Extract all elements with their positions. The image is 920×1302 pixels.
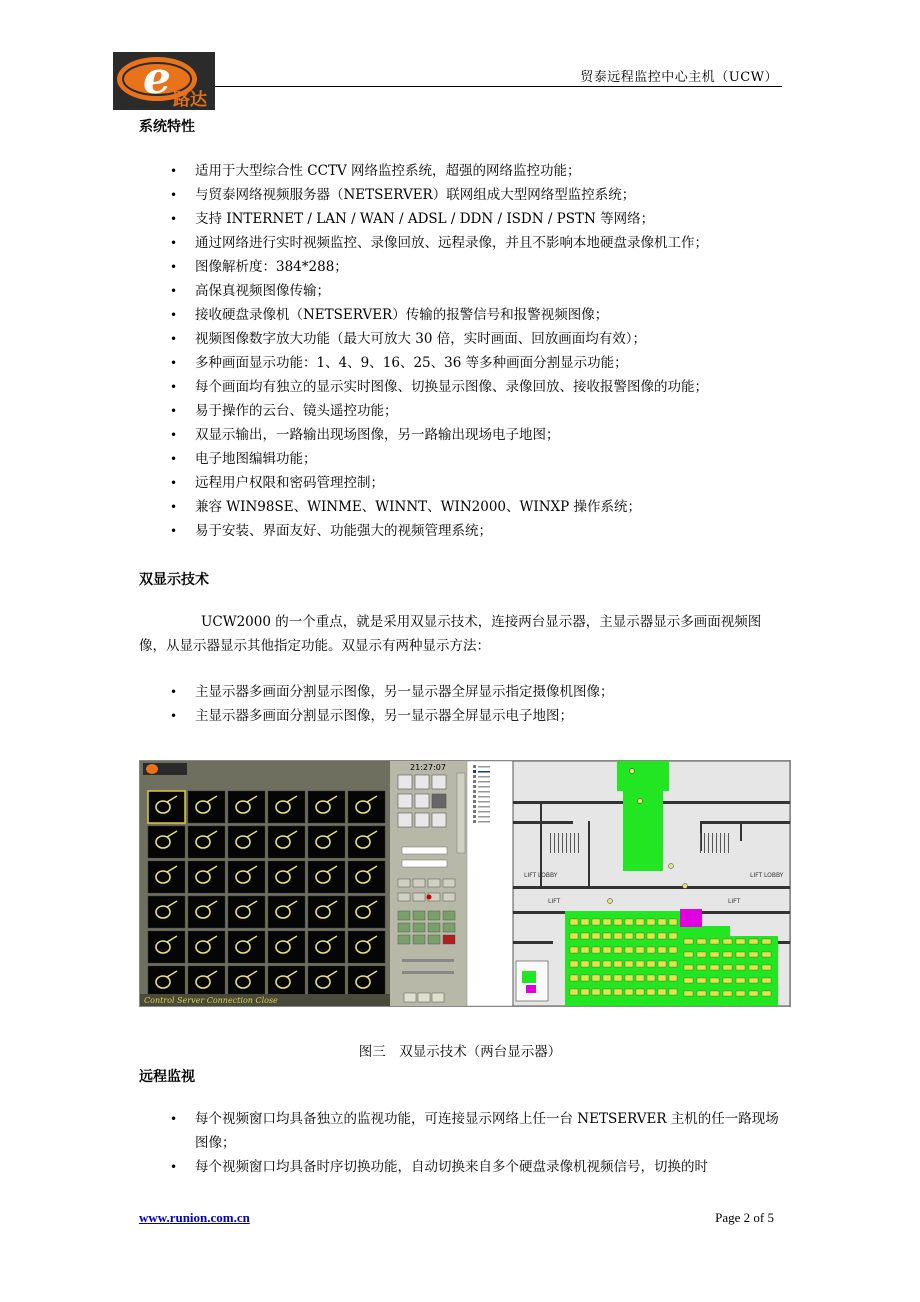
video-tile <box>228 966 265 998</box>
map-desk <box>697 939 706 944</box>
tree-node-label <box>478 791 490 793</box>
panel-scrollbar[interactable] <box>457 773 465 853</box>
ptz-button <box>443 911 455 920</box>
map-desk <box>684 965 693 970</box>
record-icon <box>427 895 432 900</box>
control-button <box>443 893 455 901</box>
map-desk <box>603 975 611 981</box>
map-desk <box>669 989 677 995</box>
map-desk <box>625 933 633 939</box>
video-tile <box>188 931 225 963</box>
volume-slider <box>402 959 454 962</box>
zoom-slider <box>402 971 454 974</box>
ptz-button <box>428 935 440 944</box>
map-desk <box>697 978 706 983</box>
video-tile <box>268 861 305 893</box>
control-button <box>398 893 410 901</box>
tree-node-icon <box>473 785 476 788</box>
control-button <box>428 879 440 887</box>
ptz-button <box>428 911 440 920</box>
layout-button <box>398 794 412 808</box>
map-desk <box>647 933 655 939</box>
tree-node-label <box>478 786 490 788</box>
tree-node-icon <box>473 795 476 798</box>
map-desk <box>625 947 633 953</box>
list-item: • 每个视频窗口均具备时序切换功能，自动切换来自多个硬盘录像机视频信号，切换的时 <box>139 1155 784 1179</box>
map-desk <box>570 947 578 953</box>
map-desk <box>581 919 589 925</box>
toolbar-button <box>432 993 444 1002</box>
map-stairs <box>704 833 705 853</box>
list-item: • 主显示器多画面分割显示图像，另一显示器全屏显示指定摄像机图像； <box>139 680 784 704</box>
video-tile <box>188 861 225 893</box>
heading-dual-display: 双显示技术 <box>139 572 209 588</box>
map-desk <box>592 961 600 967</box>
map-desk <box>570 933 578 939</box>
list-item: • 每个视频窗口均具备独立的监视功能，可连接显示网络上任一台 NETSERVER 主机的任一路现场图像； <box>139 1107 784 1155</box>
map-camera-icon <box>630 769 635 774</box>
list-item: • 多种画面显示功能：1、4、9、16、25、36 等多种画面分割显示功能； <box>139 351 784 375</box>
map-desk <box>669 919 677 925</box>
video-tile <box>228 826 265 858</box>
map-zone <box>623 791 663 871</box>
layout-button <box>432 813 446 827</box>
map-stairs <box>724 833 725 853</box>
map-desk <box>581 975 589 981</box>
map-desk <box>636 947 644 953</box>
page-number: Page 2 of 5 <box>715 1210 774 1225</box>
tree-node-label <box>478 806 490 808</box>
map-desk <box>736 978 745 983</box>
list-item: • 适用于大型综合性 CCTV 网络监控系统，超强的网络监控功能； <box>139 159 784 183</box>
map-desk <box>614 947 622 953</box>
video-tile <box>308 966 345 998</box>
map-desk <box>723 991 732 996</box>
map-desk <box>658 933 666 939</box>
company-logo <box>113 52 215 110</box>
tree-node-label <box>478 771 490 773</box>
ptz-button <box>398 935 410 944</box>
map-desk <box>647 947 655 953</box>
list-item: • 主显示器多画面分割显示图像，另一显示器全屏显示电子地图； <box>139 704 784 728</box>
map-desk <box>636 989 644 995</box>
map-desk <box>749 939 758 944</box>
remote-monitoring-list <box>139 1107 784 1179</box>
layout-button <box>432 794 446 808</box>
map-desk <box>625 975 633 981</box>
map-desk <box>614 919 622 925</box>
video-tile <box>348 861 385 893</box>
map-stairs <box>574 833 575 853</box>
map-desk <box>570 919 578 925</box>
ptz-button <box>443 935 455 944</box>
map-desk <box>603 947 611 953</box>
map-desk <box>723 965 732 970</box>
map-stairs <box>550 833 551 853</box>
map-desk <box>710 978 719 983</box>
map-desk <box>736 939 745 944</box>
alarm-zone <box>680 909 702 927</box>
map-desk <box>736 991 745 996</box>
map-desk <box>614 961 622 967</box>
map-camera-icon <box>638 799 643 804</box>
map-desk <box>736 965 745 970</box>
map-desk <box>603 989 611 995</box>
ptz-button <box>413 911 425 920</box>
map-stairs <box>700 833 701 853</box>
map-desk <box>570 989 578 995</box>
features-list <box>139 159 784 543</box>
map-desk <box>647 989 655 995</box>
map-zone <box>617 761 669 791</box>
video-tile <box>308 791 345 823</box>
map-wall <box>700 821 790 824</box>
map-wall <box>513 821 573 824</box>
minimap-zone <box>526 985 536 993</box>
layout-button <box>415 813 429 827</box>
map-desk <box>581 947 589 953</box>
map-desk <box>592 933 600 939</box>
video-tile <box>268 791 305 823</box>
map-desk <box>710 939 719 944</box>
video-tile <box>268 896 305 928</box>
map-desk <box>647 961 655 967</box>
map-stairs <box>554 833 555 853</box>
clock-readout: 21:27:07 <box>410 763 446 772</box>
video-tile <box>188 826 225 858</box>
tree-node-label <box>478 766 490 768</box>
video-tile <box>348 896 385 928</box>
list-item: • 远程用户权限和密码管理控制； <box>139 471 784 495</box>
ptz-button <box>413 935 425 944</box>
website-link[interactable]: www.runion.com.cn <box>139 1210 250 1225</box>
map-desk <box>749 991 758 996</box>
layout-button <box>415 794 429 808</box>
tree-node-icon <box>473 775 476 778</box>
video-tile <box>348 931 385 963</box>
video-tile <box>348 966 385 998</box>
map-wall <box>513 886 790 889</box>
ptz-button <box>428 923 440 932</box>
tree-node-icon <box>473 765 476 768</box>
video-tile <box>228 791 265 823</box>
video-tile <box>308 931 345 963</box>
tree-node-label <box>478 821 490 823</box>
map-stairs <box>558 833 559 853</box>
tree-node-icon <box>473 790 476 793</box>
toolbar-button <box>418 993 430 1002</box>
map-desk <box>762 991 771 996</box>
camera-select <box>402 847 447 854</box>
video-tile <box>308 861 345 893</box>
map-desk <box>581 933 589 939</box>
list-item: • 高保真视频图像传输； <box>139 279 784 303</box>
map-desk <box>636 919 644 925</box>
map-stairs <box>708 833 709 853</box>
map-desk <box>592 919 600 925</box>
map-desk <box>625 989 633 995</box>
map-wall <box>588 821 590 886</box>
map-desk <box>723 939 732 944</box>
list-item: • 通过网络进行实时视频监控、录像回放、远程录像，并且不影响本地硬盘录像机工作； <box>139 231 784 255</box>
map-desk <box>669 961 677 967</box>
software-logo-mark-icon <box>146 764 158 774</box>
video-tile <box>308 826 345 858</box>
map-desk <box>697 952 706 957</box>
map-desk <box>592 947 600 953</box>
ptz-button <box>398 923 410 932</box>
video-tile <box>148 861 185 893</box>
control-button <box>413 879 425 887</box>
map-desk <box>669 975 677 981</box>
map-desk <box>669 947 677 953</box>
toolbar-button <box>404 993 416 1002</box>
map-stairs <box>728 833 729 853</box>
map-desk <box>592 975 600 981</box>
map-desk <box>658 989 666 995</box>
map-desk <box>603 933 611 939</box>
map-stairs <box>570 833 571 853</box>
map-camera-icon <box>669 864 674 869</box>
video-tile <box>148 931 185 963</box>
video-tile <box>268 966 305 998</box>
list-item: • 图像解析度：384*288； <box>139 255 784 279</box>
channel-select <box>402 860 447 867</box>
list-item: • 接收硬盘录像机（NETSERVER）传输的报警信号和报警视频图像； <box>139 303 784 327</box>
map-wall <box>740 821 742 841</box>
map-label: LIFT <box>548 898 561 905</box>
list-item: • 双显示输出，一路输出现场图像，另一路输出现场电子地图； <box>139 423 784 447</box>
map-desk <box>647 919 655 925</box>
map-wall <box>513 801 633 804</box>
layout-button <box>432 775 446 789</box>
map-desk <box>697 991 706 996</box>
map-desk <box>762 952 771 957</box>
list-item: • 兼容 WIN98SE、WINME、WINNT、WIN2000、WINXP 操作系统； <box>139 495 784 519</box>
list-item: • 易于操作的云台、镜头遥控功能； <box>139 399 784 423</box>
map-stairs <box>712 833 713 853</box>
list-item: • 电子地图编辑功能； <box>139 447 784 471</box>
list-item: • 易于安装、界面友好、功能强大的视频管理系统； <box>139 519 784 543</box>
minimap-zone <box>522 971 536 983</box>
figure-caption: 图三 双显示技术（两台显示器） <box>358 1044 562 1060</box>
map-desk <box>625 919 633 925</box>
map-desk <box>710 965 719 970</box>
tree-node-icon <box>473 800 476 803</box>
heading-features: 系统特性 <box>139 119 195 135</box>
ptz-button <box>443 923 455 932</box>
map-desk <box>658 919 666 925</box>
map-desk <box>614 989 622 995</box>
map-desk <box>684 978 693 983</box>
map-desk <box>658 975 666 981</box>
map-desk <box>684 952 693 957</box>
dual-display-list <box>139 680 784 728</box>
tree-node-label <box>478 811 490 813</box>
map-desk <box>749 978 758 983</box>
video-tile <box>148 791 185 823</box>
map-desk <box>762 978 771 983</box>
dual-display-figure <box>139 760 791 1007</box>
video-tile <box>268 826 305 858</box>
layout-button <box>398 813 412 827</box>
tree-node-icon <box>473 770 476 773</box>
map-wall <box>660 801 790 804</box>
video-tile <box>228 931 265 963</box>
video-tile <box>308 896 345 928</box>
map-desk <box>697 965 706 970</box>
tree-node-label <box>478 801 490 803</box>
map-desk <box>592 989 600 995</box>
video-tile <box>268 931 305 963</box>
layout-button <box>415 775 429 789</box>
map-desk <box>749 965 758 970</box>
map-stairs <box>720 833 721 853</box>
logo-text: 路达 <box>173 90 207 110</box>
video-tile <box>148 966 185 998</box>
map-desk <box>614 933 622 939</box>
map-desk <box>762 939 771 944</box>
map-camera-icon <box>608 899 613 904</box>
map-stairs <box>716 833 717 853</box>
dual-display-screenshot <box>140 761 790 1006</box>
dual-display-paragraph: UCW2000 的一个重点，就是采用双显示技术，连接两台显示器，主显示器显示多画面视频图像，从显示器显示其他指定功能。双显示有两种显示方法： <box>139 614 762 654</box>
video-tile <box>148 896 185 928</box>
control-button <box>413 893 425 901</box>
tree-node-label <box>478 816 490 818</box>
map-stairs <box>578 833 579 853</box>
video-tile <box>188 896 225 928</box>
layout-button <box>398 775 412 789</box>
list-item: • 支持 INTERNET / LAN / WAN / ADSL / DDN / ISDN / PSTN 等网络； <box>139 207 784 231</box>
map-desk <box>723 952 732 957</box>
map-stairs <box>562 833 563 853</box>
map-desk <box>710 991 719 996</box>
map-desk <box>762 965 771 970</box>
map-label: LIFT LOBBY <box>750 872 784 879</box>
map-desk <box>749 952 758 957</box>
control-button <box>398 879 410 887</box>
video-tile <box>188 966 225 998</box>
map-desk <box>723 978 732 983</box>
map-desk <box>636 933 644 939</box>
map-camera-icon <box>683 884 688 889</box>
map-desk <box>603 961 611 967</box>
tree-node-label <box>478 781 490 783</box>
map-label: LIFT <box>728 898 741 905</box>
video-tile <box>348 826 385 858</box>
map-desk <box>570 961 578 967</box>
map-desk <box>647 975 655 981</box>
status-text: Control Server Connection Close <box>144 996 278 1005</box>
ptz-button <box>413 923 425 932</box>
video-tile <box>228 861 265 893</box>
tree-node-icon <box>473 810 476 813</box>
map-desk <box>684 939 693 944</box>
map-desk <box>636 961 644 967</box>
map-desk <box>636 975 644 981</box>
map-desk <box>614 975 622 981</box>
map-desk <box>736 952 745 957</box>
tree-node-icon <box>473 805 476 808</box>
tree-node-icon <box>473 820 476 823</box>
map-desk <box>581 989 589 995</box>
map-desk <box>710 952 719 957</box>
header-title: 贸泰远程监控中心主机（UCW） <box>580 70 778 85</box>
tree-node-icon <box>473 815 476 818</box>
heading-remote-monitoring: 远程监视 <box>139 1069 195 1085</box>
map-label: LIFT LOBBY <box>524 872 558 879</box>
tree-node-label <box>478 796 490 798</box>
tree-node-icon <box>473 780 476 783</box>
map-desk <box>658 947 666 953</box>
map-desk <box>684 991 693 996</box>
map-desk <box>669 933 677 939</box>
map-wall <box>513 941 553 944</box>
map-desk <box>570 975 578 981</box>
list-item: • 与贸泰网络视频服务器（NETSERVER）联网组成大型网络型监控系统； <box>139 183 784 207</box>
video-tile <box>188 791 225 823</box>
header-rule <box>215 86 782 87</box>
map-stairs <box>566 833 567 853</box>
tree-node-label <box>478 776 490 778</box>
control-button <box>443 879 455 887</box>
map-desk <box>581 961 589 967</box>
video-tile <box>148 826 185 858</box>
logo-letter: e <box>143 53 171 104</box>
map-desk <box>603 919 611 925</box>
map-desk <box>658 961 666 967</box>
video-tile <box>228 896 265 928</box>
video-tile <box>348 791 385 823</box>
ptz-button <box>398 911 410 920</box>
list-item: • 视频图像数字放大功能（最大可放大 30 倍，实时画面、回放画面均有效）； <box>139 327 784 351</box>
map-desk <box>625 961 633 967</box>
list-item: • 每个画面均有独立的显示实时图像、切换显示图像、录像回放、接收报警图像的功能； <box>139 375 784 399</box>
